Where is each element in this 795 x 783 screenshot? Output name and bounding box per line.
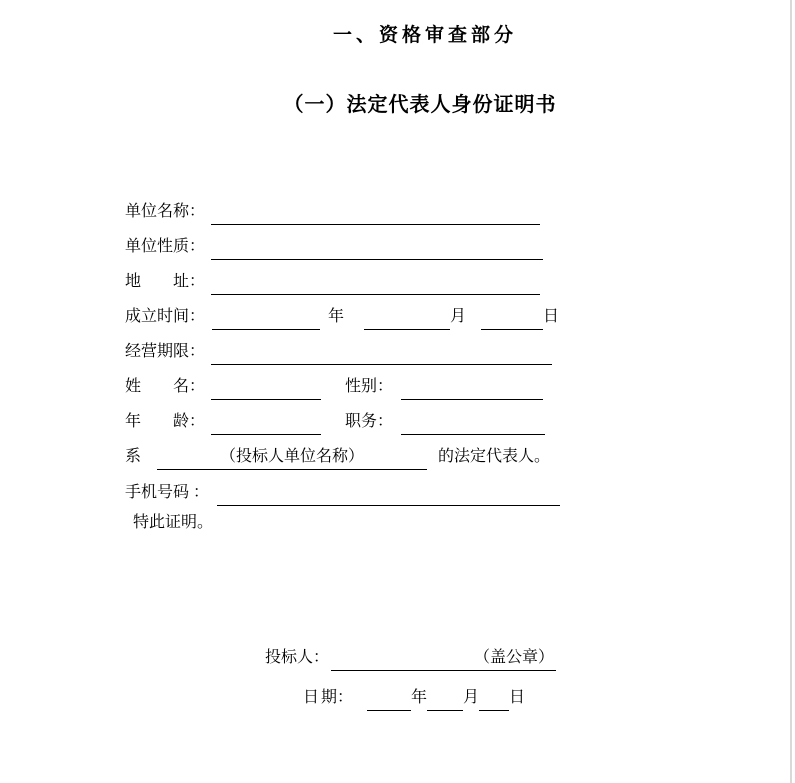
founded-row <box>125 304 559 330</box>
founded-year-blank[interactable] <box>212 304 320 330</box>
founded-month-unit: 月 <box>450 308 467 325</box>
term-blank[interactable] <box>211 339 552 365</box>
position-label: 职务： <box>345 413 394 430</box>
mobile-blank[interactable] <box>217 480 560 506</box>
age-label: 年 龄： <box>125 413 205 430</box>
founded-day-unit: 日 <box>543 308 560 325</box>
unit-nature-row <box>125 234 543 260</box>
unit-name-label: 单位名称： <box>125 203 206 220</box>
unit-nature-label: 单位性质： <box>125 238 206 255</box>
date-month-unit: 月 <box>463 689 480 706</box>
address-label: 地 址： <box>125 273 205 290</box>
name-label: 姓 名： <box>125 378 205 395</box>
mobile-row <box>125 480 560 506</box>
unit-name-blank[interactable] <box>211 199 540 225</box>
founded-day-blank[interactable] <box>481 304 543 330</box>
date-day-unit: 日 <box>509 689 526 706</box>
bidder-label: 投标人： <box>265 649 330 666</box>
unit-nature-blank[interactable] <box>211 234 543 260</box>
date-day-blank[interactable] <box>479 685 509 711</box>
rep-prefix: 系 <box>125 448 142 465</box>
representative-row <box>125 444 550 470</box>
address-row <box>125 269 540 295</box>
term-label: 经营期限： <box>125 343 206 360</box>
date-year-unit: 年 <box>411 689 428 706</box>
mobile-label: 手机号码 ： <box>125 484 210 501</box>
section-title: 一、资格审查部分 <box>332 25 517 46</box>
founded-year-unit: 年 <box>328 308 345 325</box>
attestation-text: 特此证明。 <box>133 514 214 531</box>
name-row <box>125 374 543 400</box>
founded-month-blank[interactable] <box>364 304 450 330</box>
age-blank[interactable] <box>211 409 321 435</box>
bidder-seal-blank[interactable]: （盖公章） <box>331 645 556 671</box>
founded-label: 成立时间： <box>125 308 206 325</box>
gender-label: 性别： <box>345 378 394 395</box>
name-blank[interactable] <box>211 374 321 400</box>
rep-unit-name-blank[interactable]: （投标人单位名称） <box>157 444 427 470</box>
position-blank[interactable] <box>401 409 545 435</box>
address-blank[interactable] <box>211 269 540 295</box>
date-year-blank[interactable] <box>367 685 411 711</box>
unit-name-row <box>125 199 540 225</box>
term-row <box>125 339 552 365</box>
form-title: （一）法定代表人身份证明书 <box>283 94 557 116</box>
rep-suffix: 的法定代表人。 <box>438 448 551 465</box>
age-row <box>125 409 545 435</box>
bidder-signature-row <box>265 645 556 671</box>
date-row <box>303 685 525 711</box>
attestation-row <box>133 510 213 536</box>
date-label: 日 期： <box>303 689 353 706</box>
gender-blank[interactable] <box>401 374 543 400</box>
date-month-blank[interactable] <box>427 685 463 711</box>
